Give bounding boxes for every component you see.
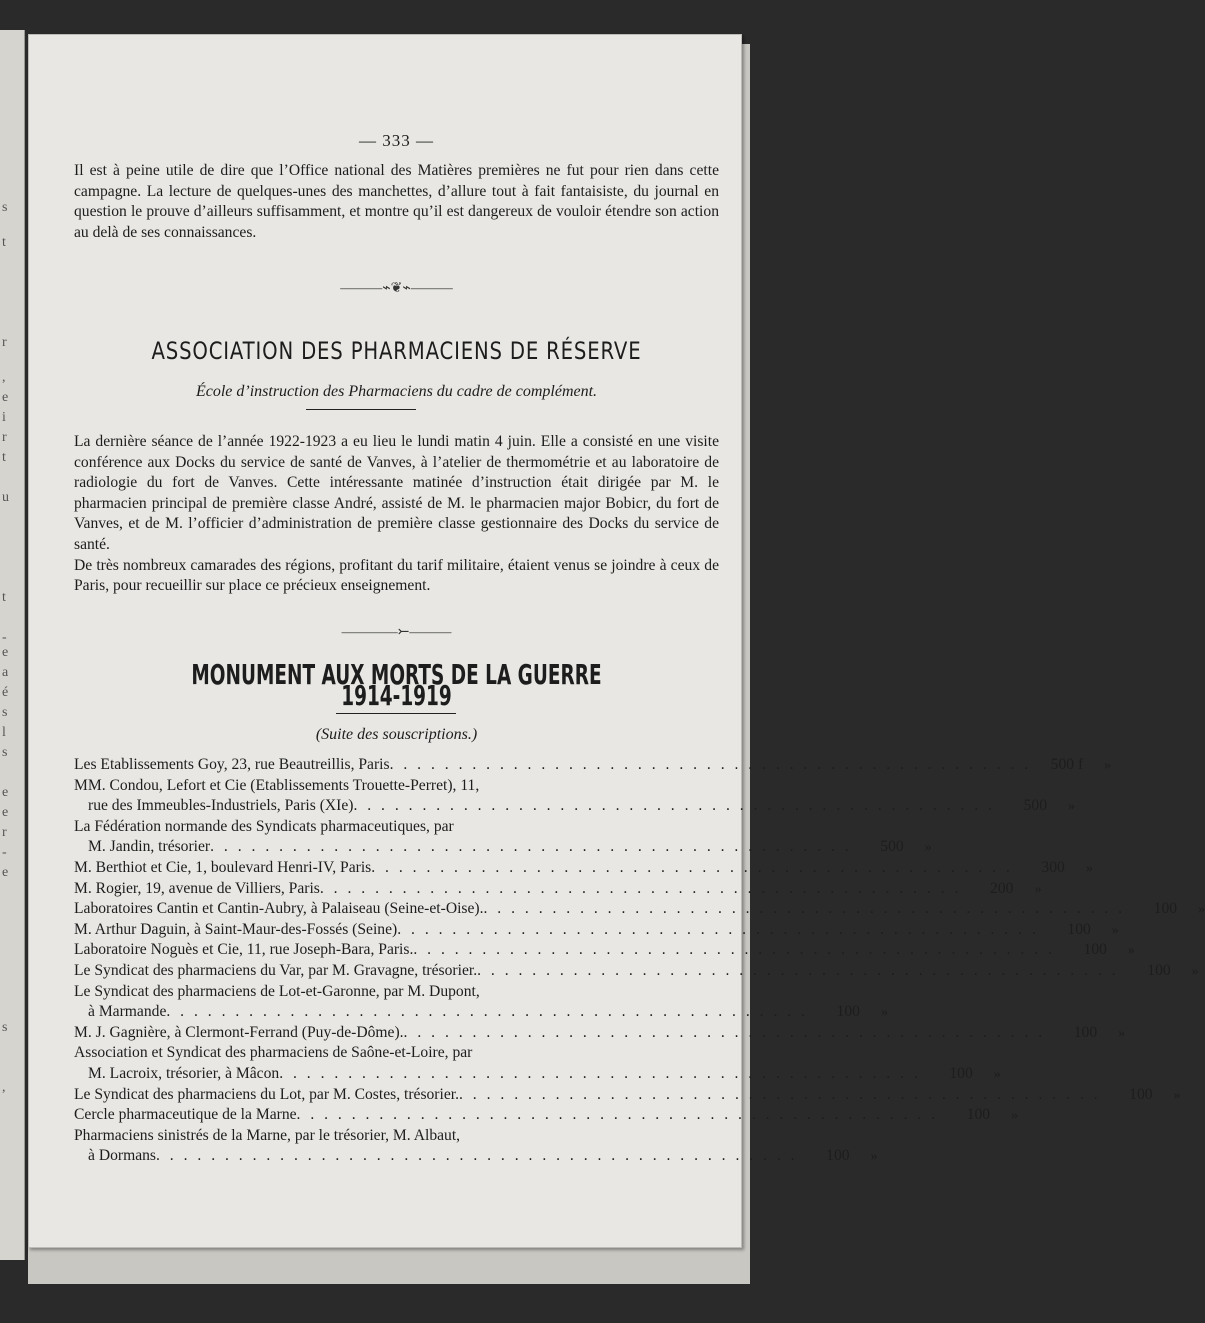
subscription-row bbox=[74, 1126, 719, 1147]
leader-dots bbox=[320, 879, 962, 900]
leader-dots bbox=[390, 755, 1032, 776]
subscription-row bbox=[74, 837, 932, 858]
leader-dots bbox=[404, 1023, 1046, 1044]
section-rule bbox=[306, 409, 416, 410]
subscription-unit: » bbox=[1104, 758, 1112, 773]
subscription-unit: » bbox=[1191, 963, 1199, 979]
subscriber-name: Le Syndicat des pharmaciens du Lot, par M. Costes, trésorier. bbox=[74, 1085, 459, 1103]
leader-dots bbox=[156, 1146, 798, 1167]
subscriber-name: M. J. Gagnière, à Clermont-Ferrand (Puy-de-Dôme). bbox=[74, 1023, 404, 1041]
subscription-unit: » bbox=[1085, 860, 1093, 876]
subscriber-name: Le Syndicat des pharmaciens de Lot-et-Garonne, par M. Dupont, bbox=[74, 982, 480, 1000]
subscriber-name: à Dormans bbox=[88, 1147, 156, 1165]
subscription-unit: » bbox=[870, 1149, 878, 1165]
leader-dots bbox=[297, 1105, 939, 1126]
subscription-row bbox=[74, 899, 1205, 920]
subscription-unit: » bbox=[1118, 1025, 1126, 1041]
subscription-unit: » bbox=[1173, 1087, 1181, 1103]
subscription-amount: 500 bbox=[880, 838, 904, 856]
subscriber-name: M. Lacroix, trésorier, à Mâcon bbox=[88, 1064, 280, 1082]
subscription-row bbox=[74, 920, 1119, 941]
subscription-row bbox=[74, 982, 719, 1003]
subscription-row bbox=[74, 940, 1135, 961]
subscriber-name: Pharmaciens sinistrés de la Marne, par le trésorier, M. Albaut, bbox=[74, 1126, 461, 1144]
leader-dots bbox=[371, 858, 1013, 879]
subscriber-name: MM. Condou, Lefort et Cie (Etablissements Trouette-Perret), 11, bbox=[74, 776, 480, 794]
association-title: ASSOCIATION DES PHARMACIENS DE RÉSERVE bbox=[151, 337, 642, 365]
subscription-amount: 200 bbox=[990, 879, 1014, 897]
association-body bbox=[74, 432, 719, 597]
section-ornament: ———⌁❦⌁——— bbox=[340, 281, 453, 296]
subscription-unit: » bbox=[993, 1066, 1001, 1082]
subscription-row bbox=[74, 1023, 1126, 1044]
leader-dots bbox=[279, 1064, 921, 1085]
subscriber-name: M. Berthiot et Cie, 1, boulevard Henri-IV, Paris bbox=[74, 858, 372, 876]
monument-subtitle: (Suite des souscriptions.) bbox=[315, 726, 478, 743]
subscription-amount: 100 bbox=[1153, 900, 1178, 918]
subscription-amount: 100 bbox=[826, 1147, 850, 1165]
association-subtitle: École d’instruction des Pharmaciens du cadre de complément. bbox=[195, 383, 598, 400]
subscriber-name: Laboratoires Cantin et Cantin-Aubry, à Palaiseau (Seine-et-Oise). bbox=[74, 900, 484, 918]
subscription-row bbox=[74, 1043, 719, 1064]
subscription-amount: 100 bbox=[1073, 1023, 1098, 1041]
subscription-amount: 100 bbox=[966, 1106, 991, 1124]
leader-dots bbox=[166, 1002, 808, 1023]
subscription-row bbox=[74, 817, 719, 838]
subscription-amount: 500 f bbox=[1050, 756, 1084, 773]
subscription-unit: » bbox=[1111, 922, 1119, 938]
subscription-row bbox=[74, 1085, 1181, 1106]
subscriber-name: M. Jandin, trésorier bbox=[88, 838, 211, 856]
association-paragraph-1: La dernière séance de l’année 1922-1923 a eu lieu le lundi matin 4 juin. Elle a consisté en une visite conférence aux Docks du service de santé de Vanves, à l’atelier de thermométrie et au laboratoire de radiologie du fort de Vanves. Cette intéressante matinée d’instruction était dirigée par M. le pharmacien principal de première classe André, assisté de M. le pharmacien major Bobicr, du fort de Vanves, et de M. l’officier d’administration de première classe gestionnaire des Docks du service de santé. bbox=[74, 433, 719, 553]
intro-paragraph: Il est à peine utile de dire que l’Office national des Matières premières ne fut pour rien dans cette campagne. La lecture de quelques-unes des manchettes, d’allure tout à fait fantaisiste, du journal en question le prouve d’ailleurs suffisamment, et montre qu’il est dangereux de vouloir étendre son action au delà de ses connaissances. bbox=[74, 162, 719, 241]
subscriber-name: Le Syndicat des pharmaciens du Var, par M. Gravagne, trésorier. bbox=[74, 961, 478, 979]
subscription-unit: » bbox=[880, 1005, 888, 1021]
section-ornament: ————⤚——— bbox=[341, 625, 452, 640]
leader-dots bbox=[477, 961, 1119, 982]
leader-dots bbox=[397, 920, 1039, 941]
subscription-amount: 100 bbox=[1129, 1085, 1153, 1103]
subscriber-name: Les Etablissements Goy, 23, rue Beautreillis, Paris bbox=[74, 756, 390, 773]
subscription-row bbox=[74, 776, 719, 797]
subscription-amount: 100 bbox=[836, 1003, 860, 1021]
subscription-row bbox=[74, 1064, 1001, 1085]
subscriber-name: M. Arthur Daguin, à Saint-Maur-des-Fossés (Seine) bbox=[74, 920, 398, 938]
subscriber-name: Cercle pharmaceutique de la Marne bbox=[74, 1106, 297, 1124]
page-number: — 333 — bbox=[359, 131, 434, 150]
subscription-list bbox=[74, 755, 1205, 1167]
subscription-unit: » bbox=[1034, 881, 1042, 897]
document-page bbox=[28, 34, 1205, 1248]
subscriber-name: rue des Immeubles-Industriels, Paris (XIe) bbox=[88, 797, 354, 815]
subscription-amount: 100 bbox=[949, 1064, 973, 1082]
subscription-row bbox=[74, 1105, 1019, 1126]
subscription-unit: » bbox=[924, 840, 932, 856]
subscription-row bbox=[74, 1146, 878, 1167]
subscriber-name: à Marmande bbox=[88, 1003, 167, 1021]
subscription-amount: 500 bbox=[1023, 797, 1048, 815]
section-rule bbox=[336, 713, 456, 714]
monument-title: MONUMENT AUX MORTS DE LA GUERRE 1914-1919 bbox=[191, 658, 602, 712]
subscriber-name: Association et Syndicat des pharmaciens de Saône-et-Loire, par bbox=[74, 1044, 473, 1062]
subscription-amount: 100 bbox=[1067, 920, 1091, 938]
subscription-amount: 300 bbox=[1041, 858, 1065, 876]
subscription-row bbox=[74, 1002, 888, 1023]
subscription-amount: 100 bbox=[1083, 941, 1107, 959]
leader-dots bbox=[413, 940, 1055, 961]
subscription-row bbox=[74, 796, 1076, 817]
subscription-row bbox=[74, 858, 1093, 879]
leader-dots bbox=[484, 899, 1126, 920]
subscription-unit: » bbox=[1011, 1108, 1019, 1124]
subscription-amount: 100 bbox=[1147, 961, 1171, 979]
subscription-row bbox=[74, 961, 1199, 982]
subscription-unit: » bbox=[1127, 943, 1135, 959]
subscription-row bbox=[74, 755, 1112, 776]
subscription-unit: » bbox=[1068, 799, 1076, 815]
adjacent-page-edge: s t r , e i r t u t - e a é s l s e e r - e s , bbox=[0, 30, 25, 1260]
leader-dots bbox=[210, 837, 852, 858]
subscription-row bbox=[74, 879, 1042, 900]
leader-dots bbox=[459, 1085, 1101, 1106]
leader-dots bbox=[353, 796, 995, 817]
subscriber-name: La Fédération normande des Syndicats pharmaceutiques, par bbox=[74, 817, 454, 835]
subscriber-name: M. Rogier, 19, avenue de Villiers, Paris bbox=[74, 879, 320, 897]
subscription-unit: » bbox=[1198, 902, 1205, 918]
association-paragraph-2: De très nombreux camarades des régions, profitant du tarif militaire, étaient venus se joindre à ceux de Paris, pour recueillir sur place ce précieux enseignement. bbox=[74, 556, 719, 595]
subscriber-name: Laboratoire Noguès et Cie, 11, rue Joseph-Bara, Paris. bbox=[74, 941, 414, 959]
